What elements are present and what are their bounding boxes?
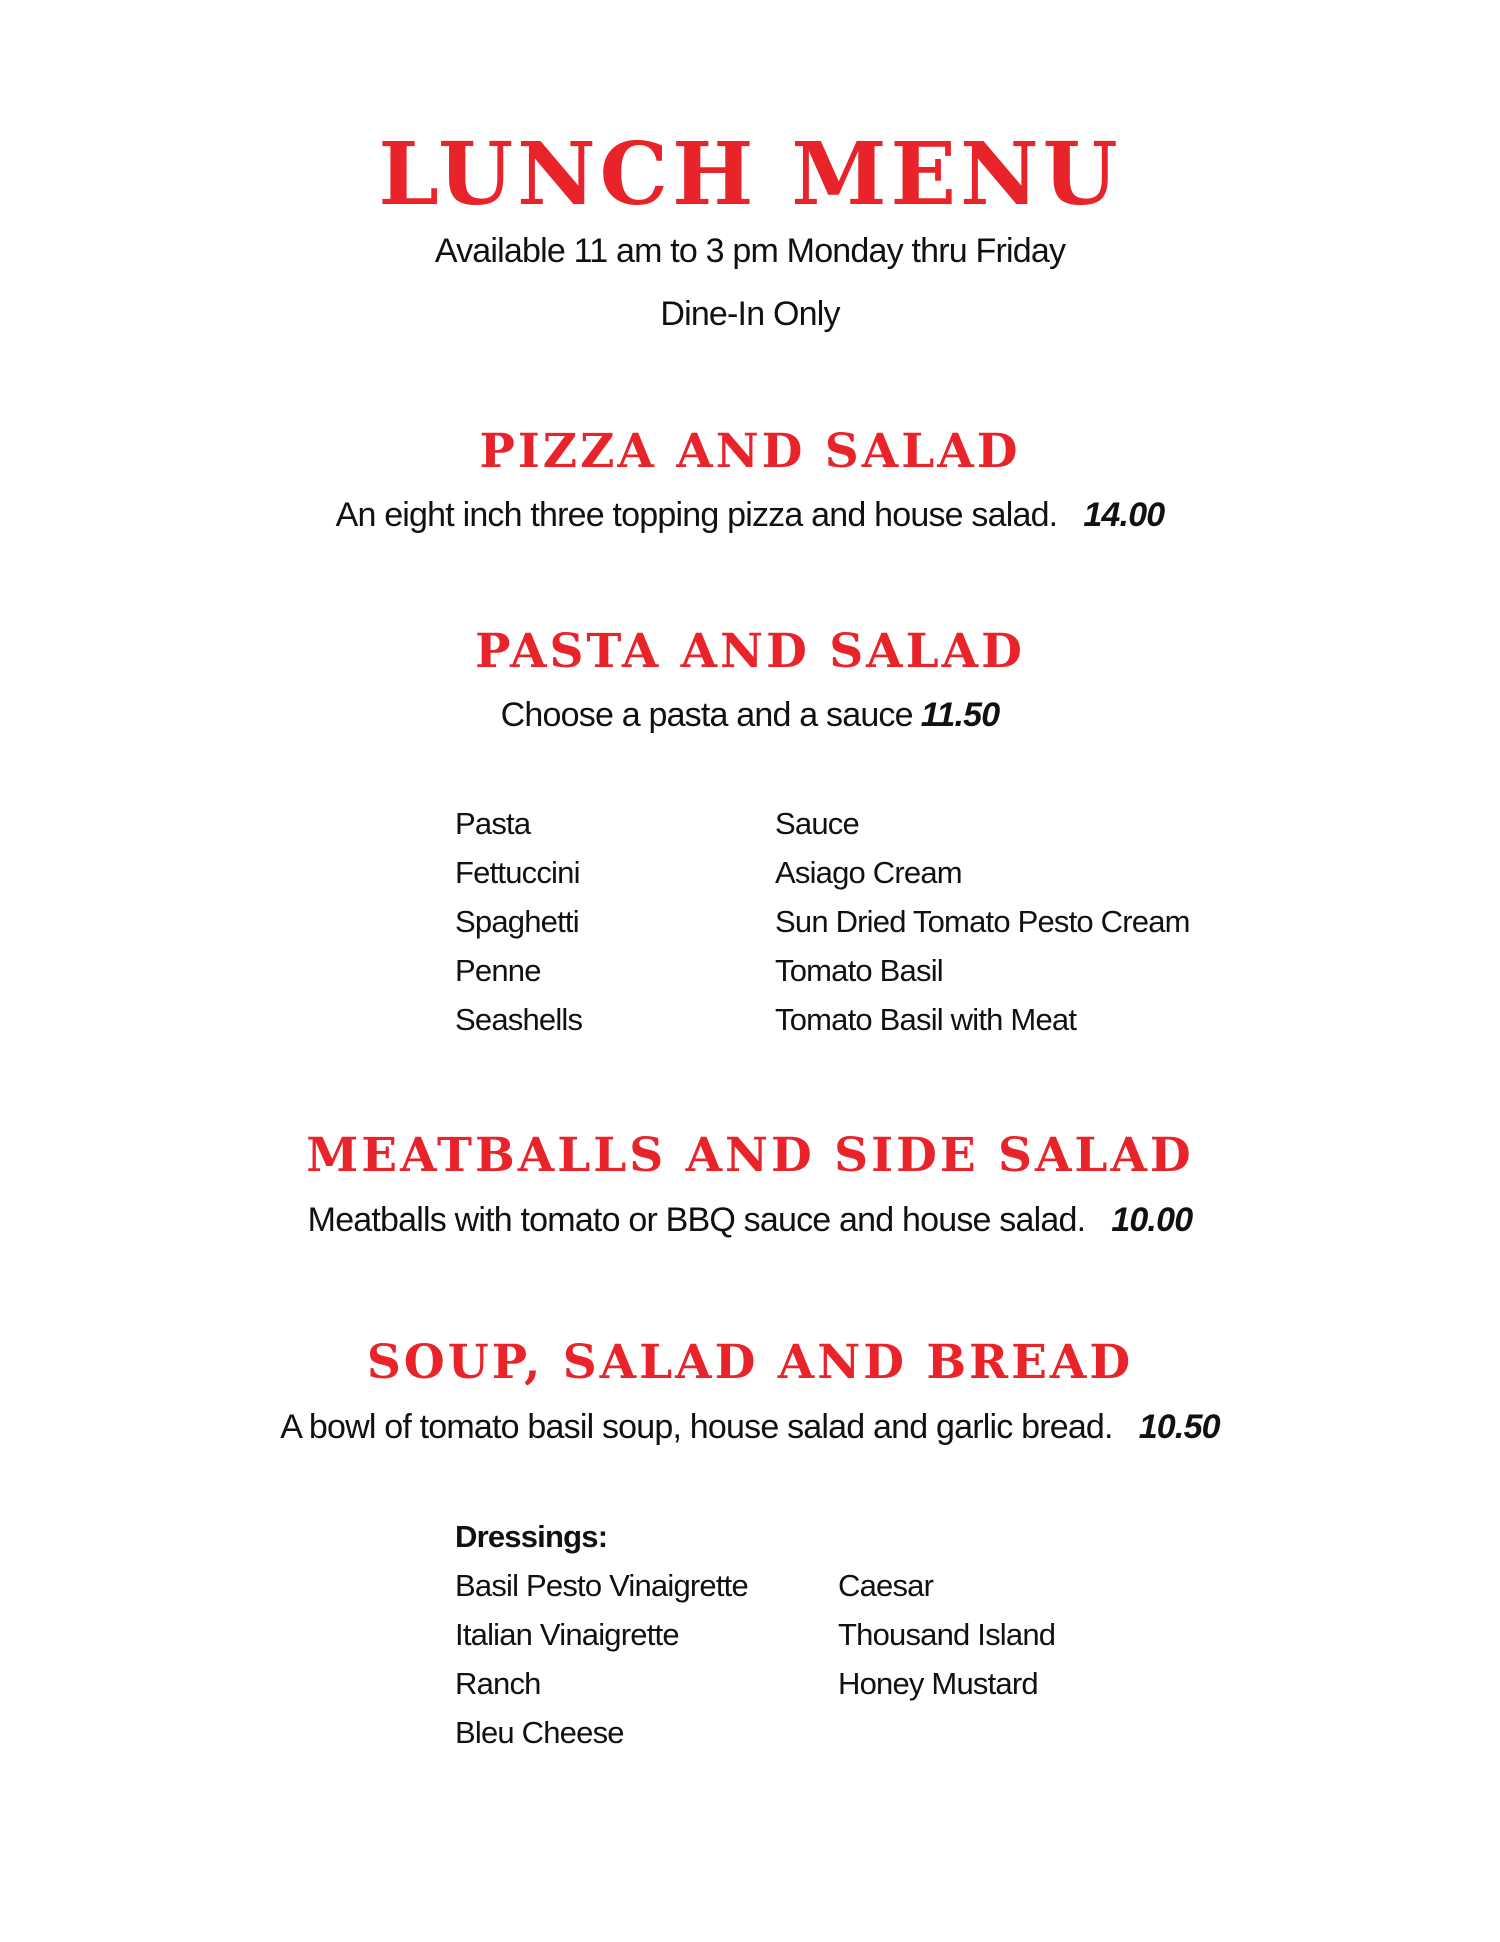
list-item: Basil Pesto Vinaigrette (455, 1568, 748, 1603)
list-item: Spaghetti (455, 904, 579, 939)
list-item: Caesar (838, 1568, 934, 1603)
availability-text: Available 11 am to 3 pm Monday thru Friday (434, 232, 1066, 270)
dressings-left-column (455, 1570, 748, 1766)
dressings-label: Dressings: (455, 1519, 608, 1554)
sauce-column-header: Sauce (775, 806, 859, 841)
description-text: An eight inch three topping pizza and house salad. (335, 496, 1058, 534)
section-description-meatballs (0, 1203, 1500, 1237)
dressings-right-column (838, 1570, 1055, 1717)
list-item: Honey Mustard (838, 1666, 1038, 1701)
price: 14.00 (1083, 496, 1165, 534)
price: 10.00 (1111, 1201, 1193, 1239)
section-description-pizza-and-salad (0, 498, 1500, 532)
list-item: Seashells (455, 1002, 583, 1037)
list-item: Italian Vinaigrette (455, 1617, 679, 1652)
description-text: Choose a pasta and a sauce (500, 696, 913, 734)
section-heading-soup-salad-and-bread: SOUP, SALAD AND BREAD (366, 1335, 1134, 1390)
pasta-column-header: Pasta (455, 806, 531, 841)
section-heading-meatballs-and-side-salad: MEATBALLS AND SIDE SALAD (306, 1128, 1194, 1183)
price: 11.50 (920, 696, 1000, 734)
list-item: Thousand Island (838, 1617, 1056, 1652)
list-item: Fettuccini (455, 855, 580, 890)
list-item: Bleu Cheese (455, 1715, 624, 1750)
description-text: A bowl of tomato basil soup, house salad and garlic bread. (280, 1408, 1113, 1446)
section-heading-pasta-and-salad: PASTA AND SALAD (475, 624, 1025, 679)
list-item: Asiago Cream (775, 855, 962, 890)
list-item: Sun Dried Tomato Pesto Cream (775, 904, 1190, 939)
menu-title: LUNCH MENU (378, 124, 1122, 225)
sauce-column (775, 808, 1190, 1053)
description-text: Meatballs with tomato or BBQ sauce and house salad. (307, 1201, 1086, 1239)
section-heading-pizza-and-salad: PIZZA AND SALAD (479, 424, 1021, 479)
list-item: Tomato Basil with Meat (775, 1002, 1077, 1037)
dine-in-text: Dine-In Only (660, 295, 840, 333)
price: 10.50 (1138, 1408, 1220, 1446)
section-description-pasta-and-salad (0, 698, 1500, 732)
list-item: Ranch (455, 1666, 541, 1701)
list-item: Penne (455, 953, 541, 988)
pasta-column (455, 808, 582, 1053)
list-item: Tomato Basil (775, 953, 943, 988)
section-description-soup (0, 1410, 1500, 1444)
